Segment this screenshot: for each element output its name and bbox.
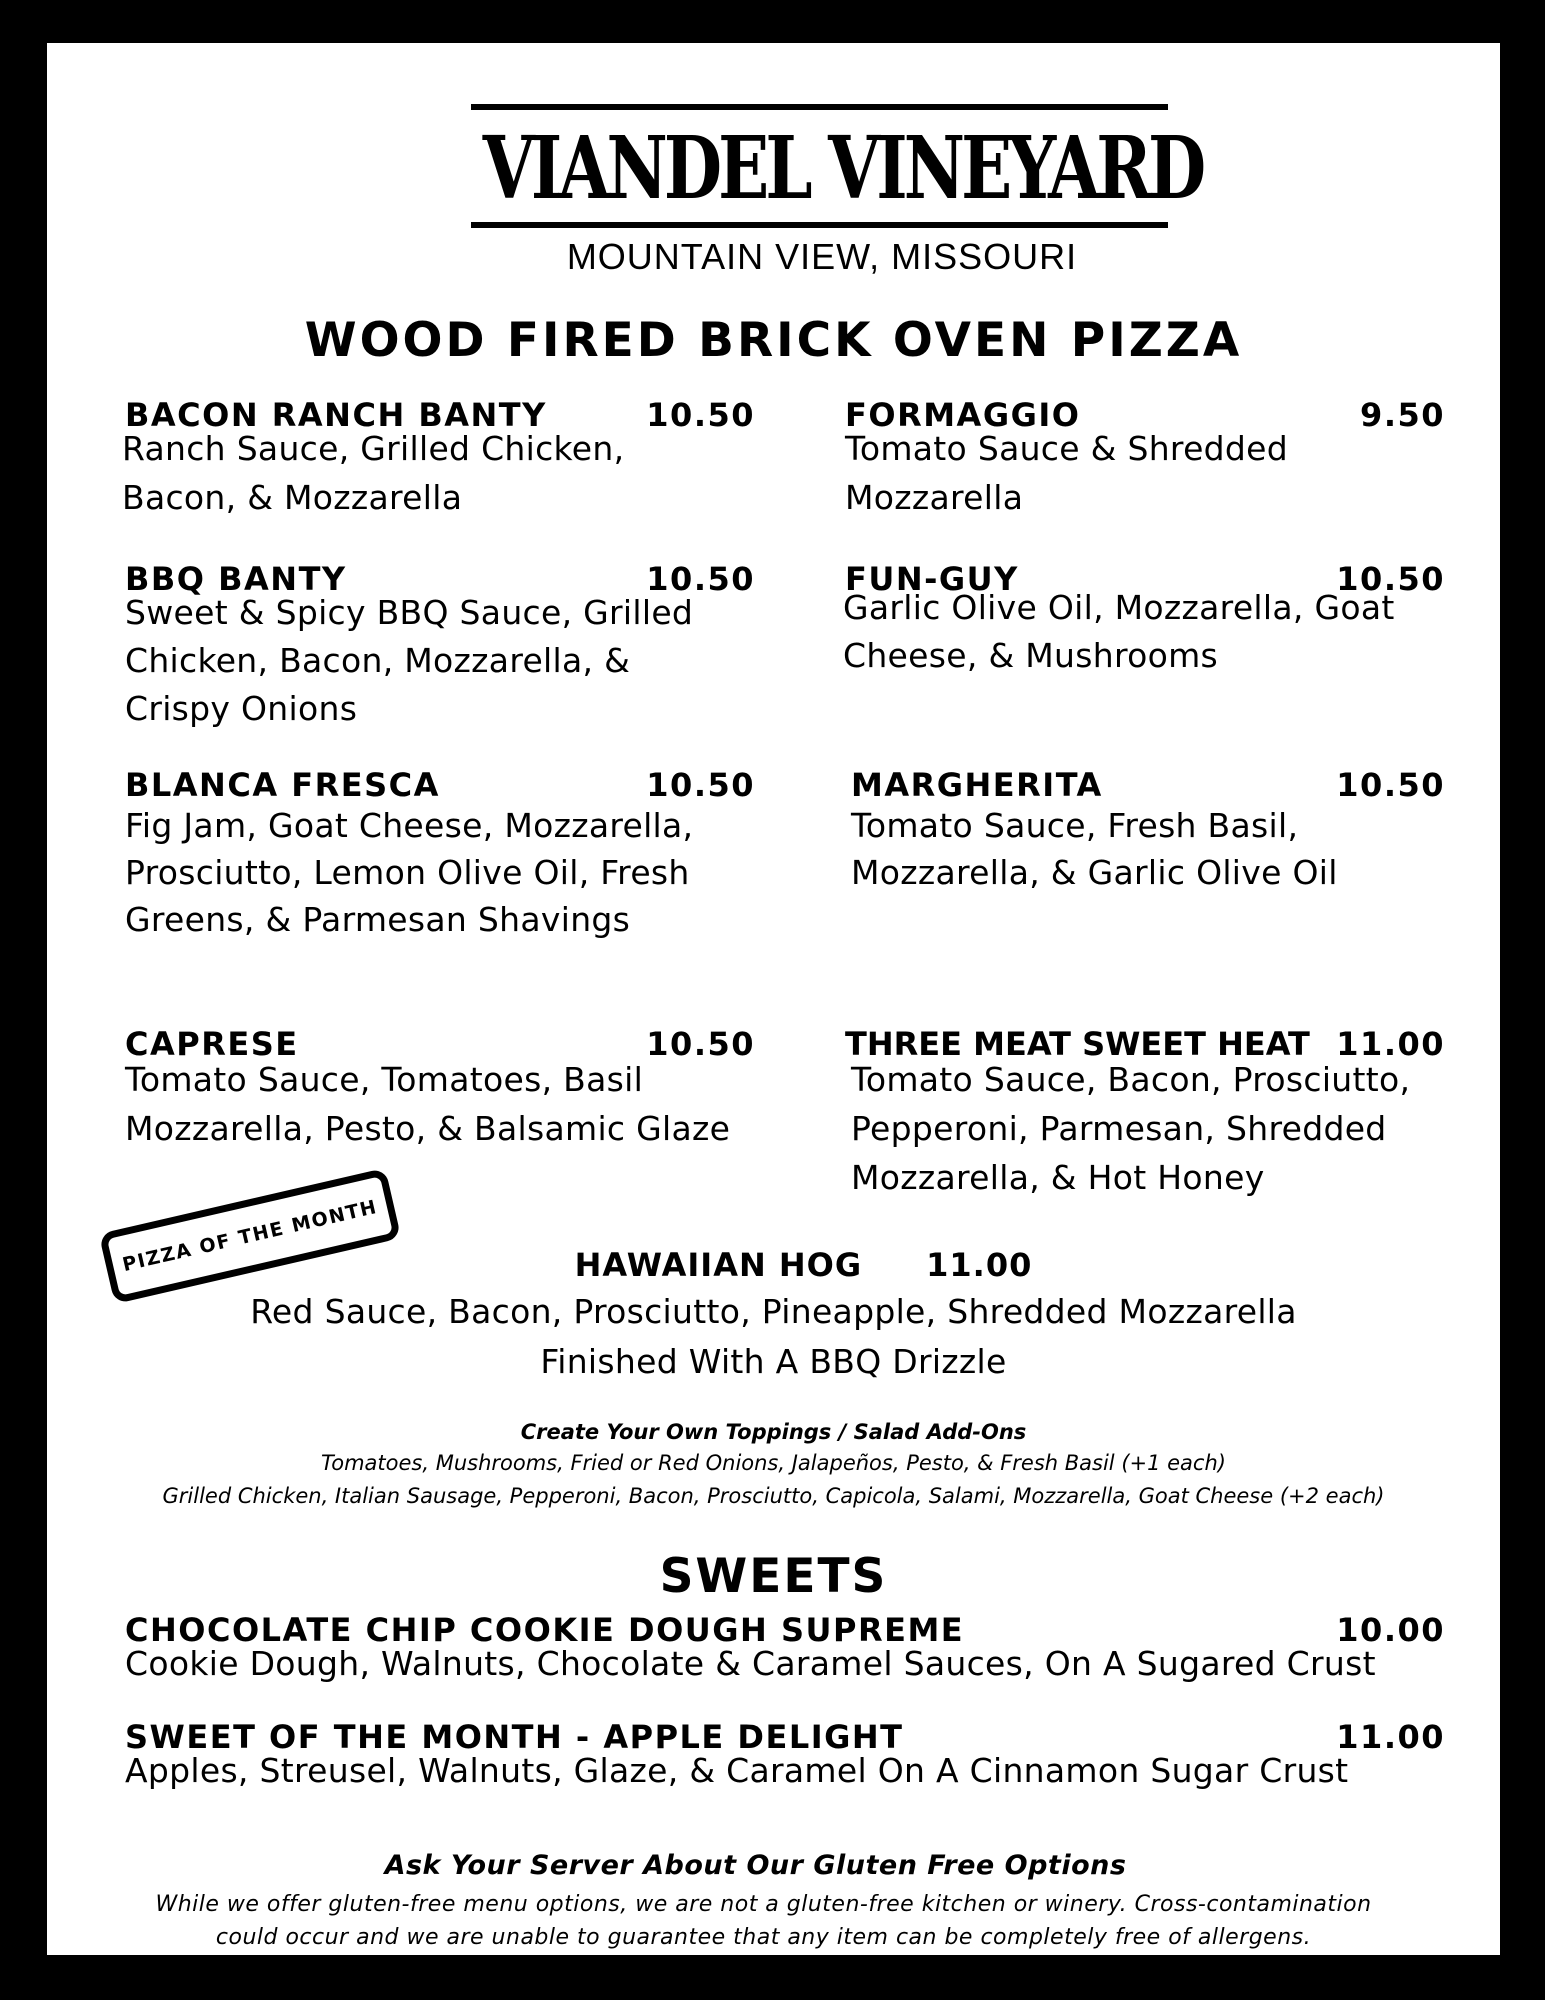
item-desc-line: Tomato Sauce, Fresh Basil, (851, 806, 1299, 845)
item-name: SWEET OF THE MONTH - APPLE DELIGHT (125, 1718, 904, 1756)
sweets-section-title: SWEETS (659, 1549, 888, 1604)
item-desc-line: Mozzarella, Pesto, & Balsamic Glaze (125, 1109, 731, 1148)
logo-rule-top (471, 104, 1168, 110)
menu-page (47, 43, 1500, 1955)
badge-label: PIZZA OF THE MONTH (120, 1195, 380, 1277)
item-desc-line: Sweet & Spicy BBQ Sauce, Grilled (125, 593, 694, 632)
item-desc-line: Finished With A BBQ Drizzle (540, 1342, 1007, 1381)
gluten-free-note-line: could occur and we are unable to guarantee that any item can be completely free of allergens. (215, 1925, 1312, 1950)
item-desc-line: Cookie Dough, Walnuts, Chocolate & Caramel Sauces, On A Sugared Crust (125, 1644, 1376, 1683)
item-price: 10.50 (646, 396, 755, 434)
item-desc-line: Pepperoni, Parmesan, Shredded (851, 1109, 1387, 1148)
item-price: 10.50 (1336, 560, 1445, 598)
item-desc-line: Cheese, & Mushrooms (843, 636, 1219, 675)
item-name: BACON RANCH BANTY (125, 396, 547, 434)
item-desc-line: Greens, & Parmesan Shavings (125, 900, 631, 939)
item-desc-line: Tomato Sauce, Bacon, Prosciutto, (851, 1060, 1411, 1099)
item-desc-line: Red Sauce, Bacon, Prosciutto, Pineapple, Shredded Mozzarella (250, 1292, 1297, 1331)
item-desc-line: Mozzarella, & Garlic Olive Oil (851, 853, 1338, 892)
item-desc-line: Tomato Sauce & Shredded (845, 429, 1289, 468)
item-price: 11.00 (1336, 1718, 1445, 1756)
item-desc-line: Chicken, Bacon, Mozzarella, & (125, 641, 631, 680)
item-name: HAWAIIAN HOG (574, 1246, 863, 1284)
item-name: FORMAGGIO (845, 396, 1081, 434)
item-price: 10.50 (646, 560, 755, 598)
item-desc-line: Crispy Onions (125, 689, 358, 728)
item-desc-line: Ranch Sauce, Grilled Chicken, (122, 429, 625, 468)
toppings-title: Create Your Own Toppings / Salad Add-Ons (520, 1420, 1027, 1444)
item-price: 10.50 (1336, 766, 1445, 804)
item-name: CAPRESE (125, 1025, 299, 1063)
item-name: BBQ BANTY (125, 560, 347, 598)
pizza-section-title: WOOD FIRED BRICK OVEN PIZZA (304, 313, 1243, 368)
logo-rule-bottom (471, 222, 1168, 228)
item-name: BLANCA FRESCA (125, 766, 440, 804)
item-desc-line: Apples, Streusel, Walnuts, Glaze, & Caramel On A Cinnamon Sugar Crust (125, 1751, 1349, 1790)
item-desc-line: Bacon, & Mozzarella (122, 478, 463, 517)
item-price: 9.50 (1360, 396, 1445, 434)
logo-name: VIANDEL VINEYARD (482, 118, 1203, 219)
item-name: CHOCOLATE CHIP COOKIE DOUGH SUPREME (125, 1611, 965, 1649)
item-desc-line: Fig Jam, Goat Cheese, Mozzarella, (125, 806, 694, 845)
item-price: 10.50 (646, 766, 755, 804)
gluten-free-note-line: While we offer gluten-free menu options, we are not a gluten-free kitchen or winery. Cross-contamination (155, 1892, 1372, 1917)
logo-location: MOUNTAIN VIEW, MISSOURI (566, 236, 1078, 277)
item-desc-line: Mozzarella (845, 478, 1024, 517)
toppings-line: Tomatoes, Mushrooms, Fried or Red Onions, Jalapeños, Pesto, & Fresh Basil (+1 each) (321, 1451, 1226, 1475)
item-name: THREE MEAT SWEET HEAT (845, 1025, 1310, 1063)
item-desc-line: Mozzarella, & Hot Honey (851, 1158, 1265, 1197)
item-price: 11.00 (1336, 1025, 1445, 1063)
item-desc-line: Tomato Sauce, Tomatoes, Basil (125, 1060, 644, 1099)
item-desc-line: Garlic Olive Oil, Mozzarella, Goat (843, 588, 1395, 627)
item-desc-line: Prosciutto, Lemon Olive Oil, Fresh (125, 853, 690, 892)
gluten-free-title: Ask Your Server About Our Gluten Free Options (384, 1850, 1127, 1881)
item-price: 10.50 (646, 1025, 755, 1063)
item-name: FUN-GUY (845, 560, 1019, 598)
toppings-line: Grilled Chicken, Italian Sausage, Pepperoni, Bacon, Prosciutto, Capicola, Salami, Mozzarella, Goat Cheese (+2 each) (162, 1484, 1385, 1508)
featured-item-header (77, 1245, 1530, 1285)
item-price: 11.00 (926, 1246, 1033, 1284)
item-name: MARGHERITA (851, 766, 1103, 804)
item-price: 10.00 (1336, 1611, 1445, 1649)
